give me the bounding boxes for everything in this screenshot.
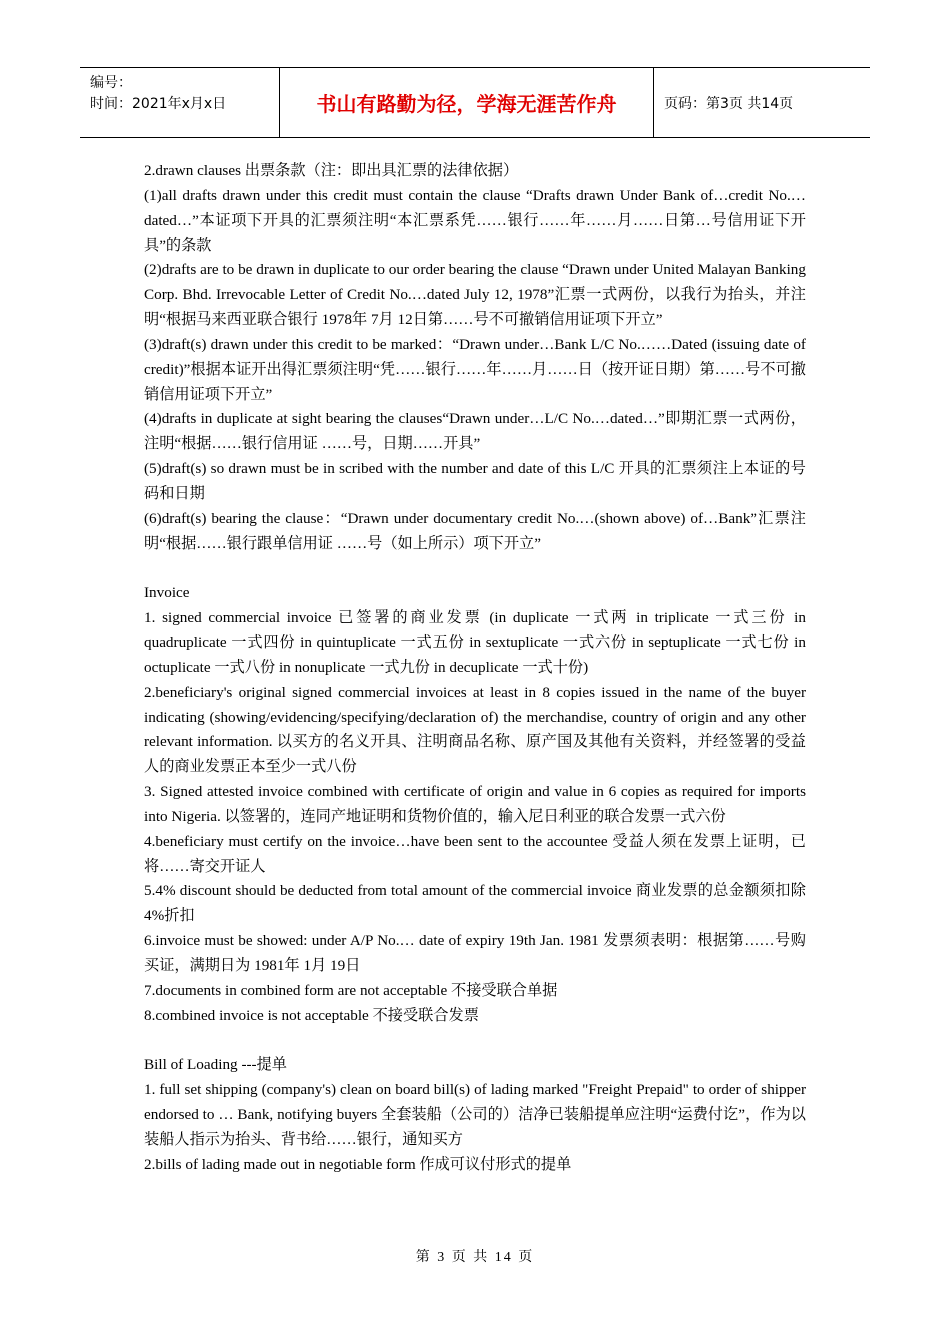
paragraph: 2.bills of lading made out in negotiable form 作成可议付形式的提单: [144, 1155, 572, 1173]
paragraph: (5)draft(s) so drawn must be in scribed with the number and date of this L/C 开具的汇票须注上本证的号码和日期: [144, 460, 806, 502]
paragraph: (4)drafts in duplicate at sight bearing the clauses“Drawn under…L/C No.…dated…”即期汇票一式两份，注明“根据……银行信用证 ……号，日期……开具”: [144, 410, 806, 453]
section-title-invoice: Invoice: [144, 584, 190, 602]
paragraph: 7.documents in combined form are not acceptable 不接受联合单据: [144, 981, 558, 999]
section-title-bill-of-loading: Bill of Loading ---提单: [144, 1056, 287, 1074]
header-time-label: 时间：2021年x月x日: [90, 96, 227, 112]
document-body: [144, 159, 806, 1178]
paragraph: (3)draft(s) drawn under this credit to be marked：“Drawn under…Bank L/C No.……Dated (issuing date of credit)”根据本证开出得汇票须注明“凭……银行……年……月……日（按开证日期）第……号不可撤销信用证项下开立”: [144, 335, 806, 403]
paragraph: (6)draft(s) bearing the clause：“Drawn under documentary credit No.…(shown above) of…Bank”汇票注明“根据……银行跟单信用证 ……号（如上所示）项下开立”: [144, 509, 806, 552]
section-spacer: [144, 1029, 806, 1054]
section-title-drawn-clauses: 2.drawn clauses 出票条款（注：即出具汇票的法律依据）: [144, 162, 519, 179]
paragraph: 1. full set shipping (company's) clean on board bill(s) of lading marked "Freight Prepaid" to order of shipper endorsed to … Bank, notifying buyers 全套装船（公司的）洁净已装船提单应注明“运费付讫”，作为以装船人指示为抬头、背书给……银行，通知买方: [144, 1081, 806, 1148]
paragraph: 4.beneficiary must certify on the invoice…have been sent to the accountee 受益人须在发票上证明，已将……寄交开证人: [144, 832, 806, 875]
paragraph: (2)drafts are to be drawn in duplicate to our order bearing the clause “Drawn under United Malayan Banking Corp. Bhd. Irrevocable Letter of Credit No.…dated July 12, 1978”汇票一式两份，以我行为抬头，并注明“根据马来西亚联合银行 1978年 7月 12日第……号不可撤销信用证项下开立”: [144, 261, 806, 329]
paragraph: 6.invoice must be showed: under A/P No.… date of expiry 19th Jan. 1981 发票须表明：根据第……号购买证，满期日为 1981年 1月 19日: [144, 932, 806, 974]
paragraph: 8.combined invoice is not acceptable 不接受联合发票: [144, 1006, 479, 1024]
paragraph: 1. signed commercial invoice 已签署的商业发票 (in duplicate 一式两 in triplicate 一式三份 in quadruplicate 一式四份 in quintuplicate 一式五份 in sextuplicate 一式六份 in septuplicate 一式七份 in octuplicate 一式八份 in nonuplicate 一式九份 in decuplicate 一式十份): [144, 609, 806, 676]
paragraph: 2.beneficiary's original signed commercial invoices at least in 8 copies issued in the name of the buyer indicating (showing/evidencing/specifying/declaration of) the merchandise, country of origin and any other relevant information. 以买方的名义开具、注明商品名称、原产国及其他有关资料，并经签署的受益人的商业发票正本至少一式八份: [144, 683, 806, 776]
section-spacer: [144, 557, 806, 582]
paragraph: (1)all drafts drawn under this credit must contain the clause “Drafts drawn Under Bank of…credit No.…dated…”本证项下开具的汇票须注明“本汇票系凭……银行……年……月……日第…号信用证下开具”的条款: [144, 186, 806, 254]
header-motto: 书山有路勤为径，学海无涯苦作舟: [280, 68, 654, 137]
header-page-label: 页码：第3页 共14页: [664, 95, 794, 112]
header-meta: [80, 68, 280, 137]
header-number-label: 编号：: [90, 75, 132, 91]
page-footer: 第 3 页 共 14 页: [415, 1250, 535, 1265]
paragraph: 5.4% discount should be deducted from total amount of the commercial invoice 商业发票的总金额须扣除 4%折扣: [144, 882, 806, 925]
paragraph: 3. Signed attested invoice combined with certificate of origin and value in 6 copies as required for imports into Nigeria. 以签署的，连同产地证明和货物价值的，输入尼日利亚的联合发票一式六份: [144, 783, 806, 825]
page-header: [80, 67, 870, 138]
